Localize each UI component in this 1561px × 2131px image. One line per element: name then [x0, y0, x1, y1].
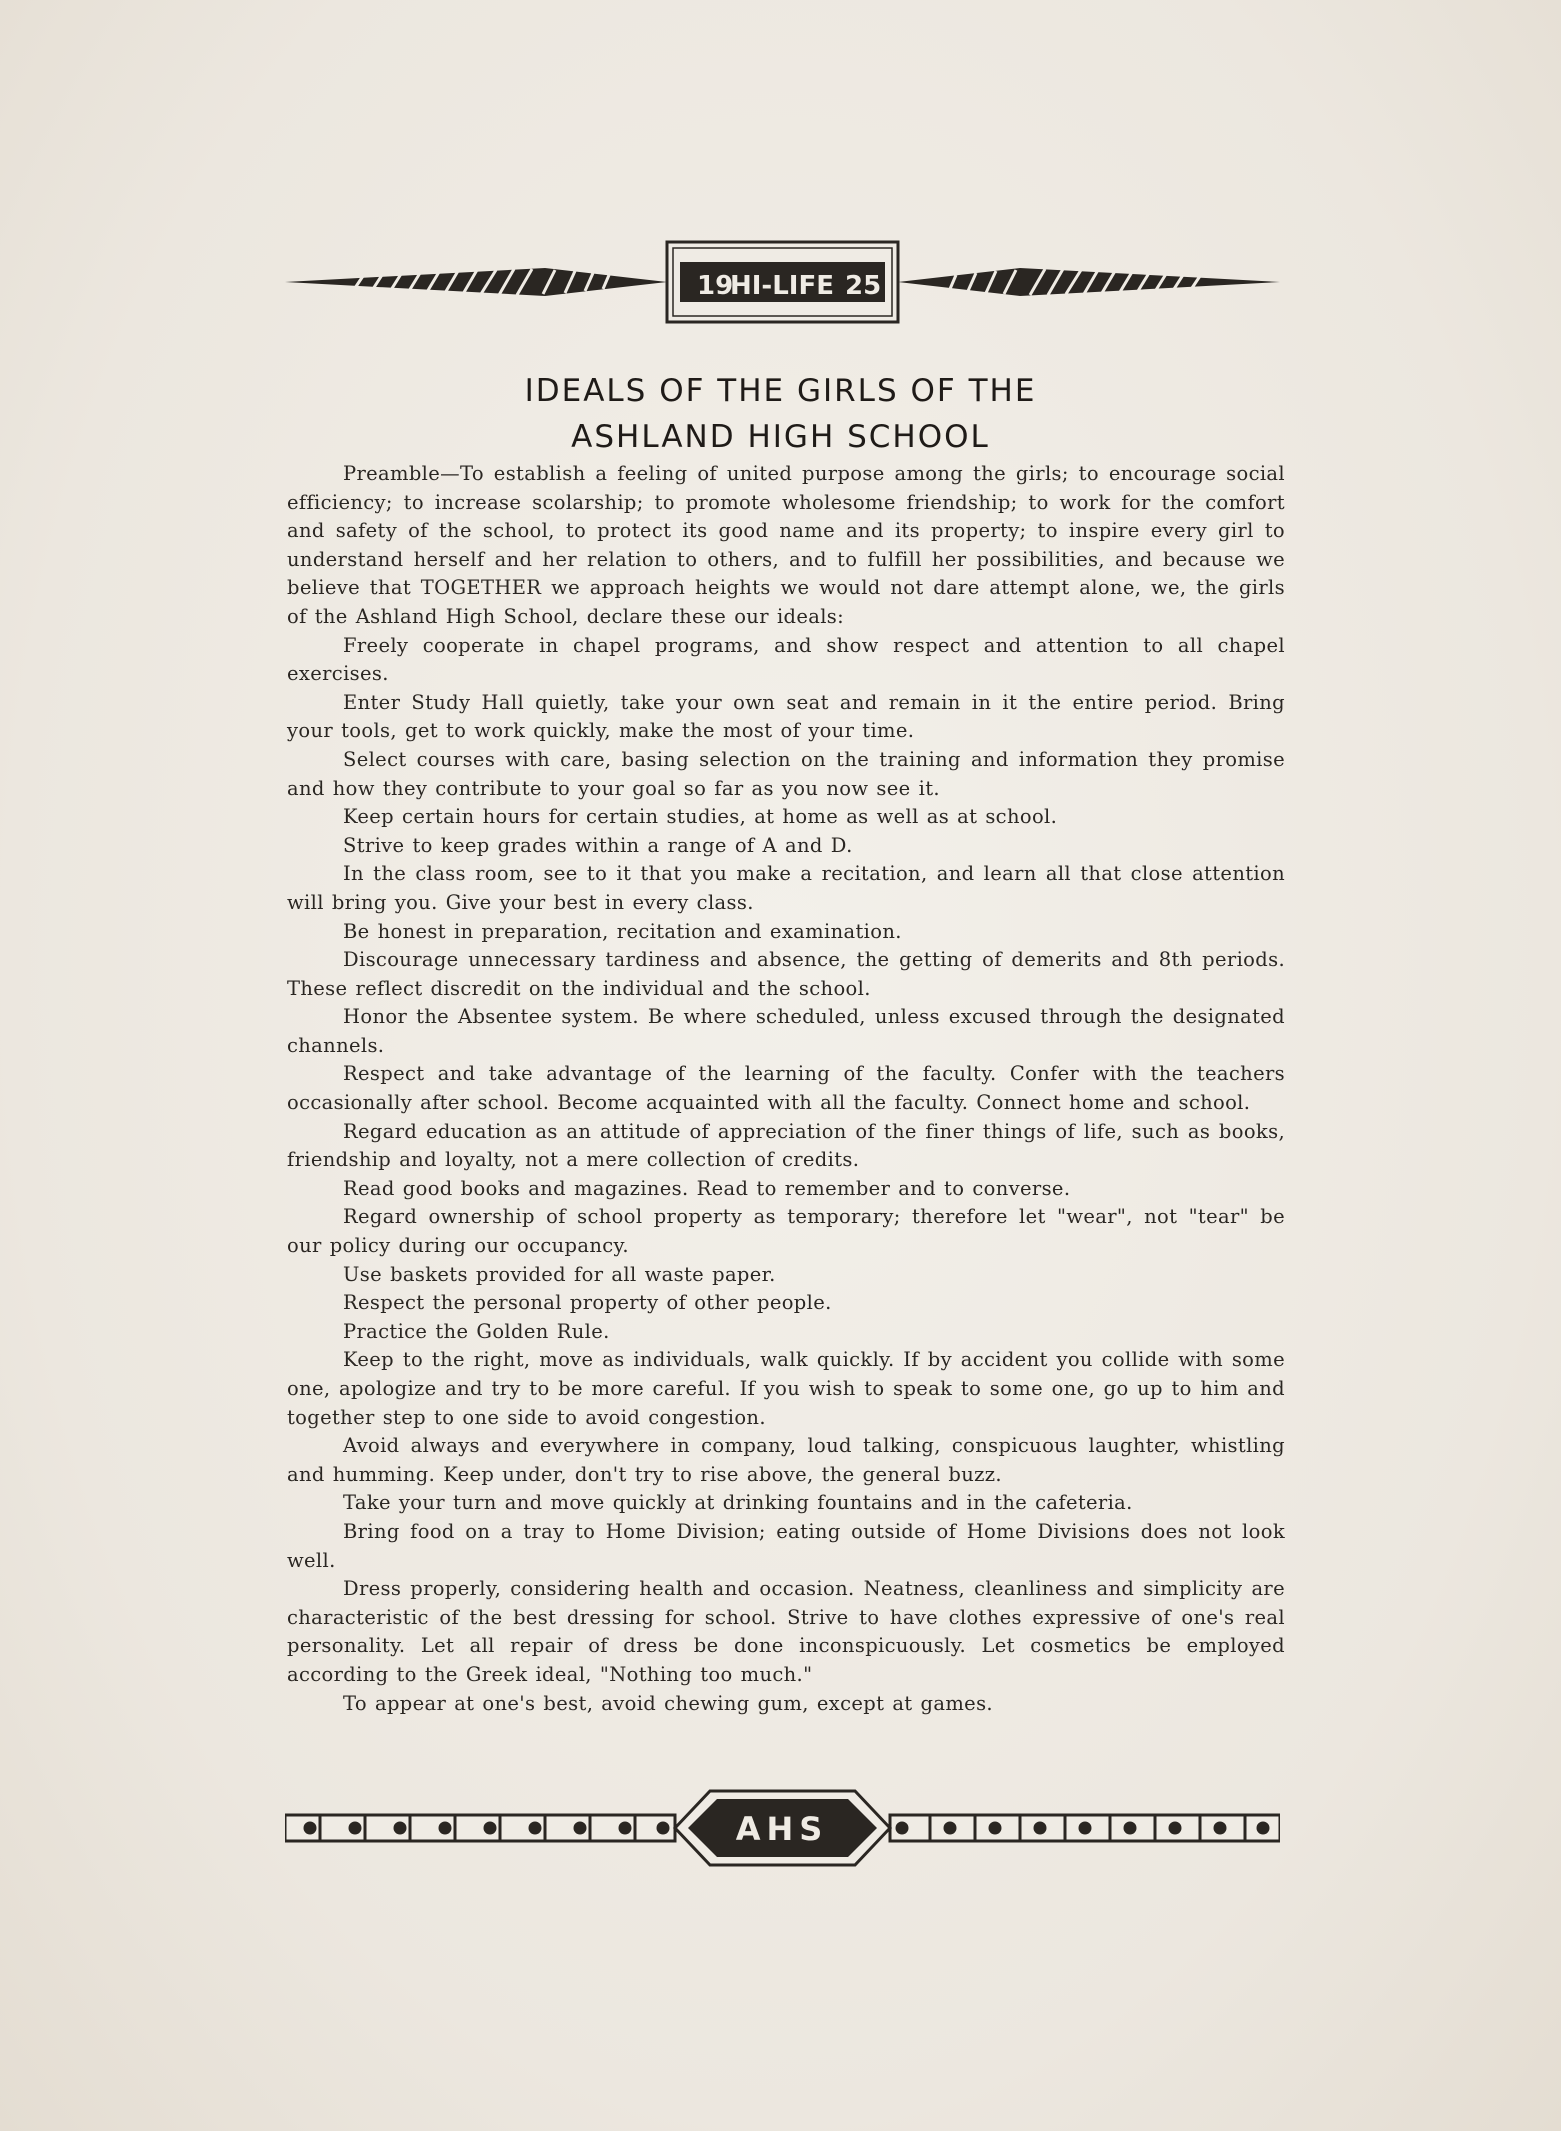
ideal-paragraph: Regard ownership of school property as temporary; therefore let "wear", not "tear" be our policy during our occupancy. [287, 1205, 1285, 1258]
ideal-paragraph: Respect the personal property of other people. [343, 1291, 832, 1315]
hi-life-header-banner [285, 232, 1280, 332]
ideal-paragraph: Regard education as an attitude of appreciation of the finer things of life, such as books, friendship and loyalty, not a mere collection of credits. [287, 1119, 1285, 1172]
ideal-paragraph: To appear at one's best, avoid chewing gum, except at games. [343, 1691, 993, 1715]
logo-year-left: 19 [697, 271, 734, 301]
ideal-paragraph: Honor the Absentee system. Be where scheduled, unless excused through the designated channels. [287, 1005, 1285, 1057]
page-title [0, 368, 1561, 460]
ideal-paragraph: Bring food on a tray to Home Division; eating outside of Home Divisions does not look well. [287, 1519, 1285, 1572]
ideal-paragraph: Practice the Golden Rule. [343, 1319, 610, 1343]
page-title-line-2: ASHLAND HIGH SCHOOL [571, 419, 990, 455]
ideal-paragraph: Dress properly, considering health and occasion. Neatness, cleanliness and simplicity are characteristic of the best dressing for school. Strive to have clothes expressive of one's real personality. Let all repair of dress be done inconspicuously. Let cosmetics be employed according to the Greek ideal, "Nothing too much." [287, 1577, 1285, 1686]
ideal-paragraph: Select courses with care, basing selection on the training and information they promise and how they contribute to your goal so far as you now see it. [287, 747, 1285, 800]
ahs-banner-graphic [285, 1783, 1280, 1873]
ideal-paragraph: Discourage unnecessary tardiness and absence, the getting of demerits and 8th periods. These reflect discredit on the individual and the school. [287, 948, 1285, 1000]
logo-hi-life: HI-LIFE [730, 271, 834, 301]
ideal-paragraph: Use baskets provided for all waste paper. [343, 1262, 776, 1286]
ideal-paragraph: Freely cooperate in chapel programs, and show respect and attention to all chapel exercises. [287, 633, 1285, 686]
ahs-footer-banner [285, 1783, 1280, 1873]
ideal-paragraph: In the class room, see to it that you make a recitation, and learn all that close attention will bring you. Give your best in every class. [287, 862, 1285, 914]
ideal-paragraph: Take your turn and move quickly at drinking fountains and in the cafeteria. [343, 1491, 1133, 1515]
ideal-paragraph: Strive to keep grades within a range of A and D. [343, 833, 853, 857]
ideal-paragraph: Respect and take advantage of the learning of the faculty. Confer with the teachers occasionally after school. Become acquainted with all the faculty. Connect home and school. [287, 1062, 1285, 1115]
page-title-line-1: IDEALS OF THE GIRLS OF THE [524, 373, 1037, 409]
ahs-logo-text: AHS [735, 1810, 829, 1848]
logo-year-right: 25 [845, 271, 882, 301]
ideal-paragraph: Avoid always and everywhere in company, loud talking, conspicuous laughter, whistling and humming. Keep under, don't try to rise above, the general buzz. [287, 1434, 1285, 1486]
preamble-paragraph: Preamble—To establish a feeling of united purpose among the girls; to encourage social efficiency; to increase scolarship; to promote wholesome friendship; to work for the comfort and safety of the school, to protect its good name and its property; to inspire every girl to understand herself and her relation to others, and to fulfill her possibilities, and because we believe that TOGETHER we approach heights we would not dare attempt alone, we, the girls of the Ashland High School, declare these our ideals: [287, 462, 1285, 628]
ideal-paragraph: Keep certain hours for certain studies, at home as well as at school. [343, 805, 1058, 829]
ideal-paragraph: Enter Study Hall quietly, take your own seat and remain in it the entire period. Bring your tools, get to work quickly, make the most of your time. [287, 690, 1285, 743]
ideal-paragraph: Read good books and magazines. Read to remember and to converse. [343, 1176, 1071, 1200]
ideal-paragraph: Be honest in preparation, recitation and examination. [343, 919, 902, 943]
ideal-paragraph: Keep to the right, move as individuals, walk quickly. If by accident you collide with some one, apologize and try to be more careful. If you wish to speak to some one, go up to him and together step to one side to avoid congestion. [287, 1348, 1285, 1429]
ideals-text [287, 460, 1285, 1718]
hi-life-banner-graphic [285, 232, 1280, 332]
